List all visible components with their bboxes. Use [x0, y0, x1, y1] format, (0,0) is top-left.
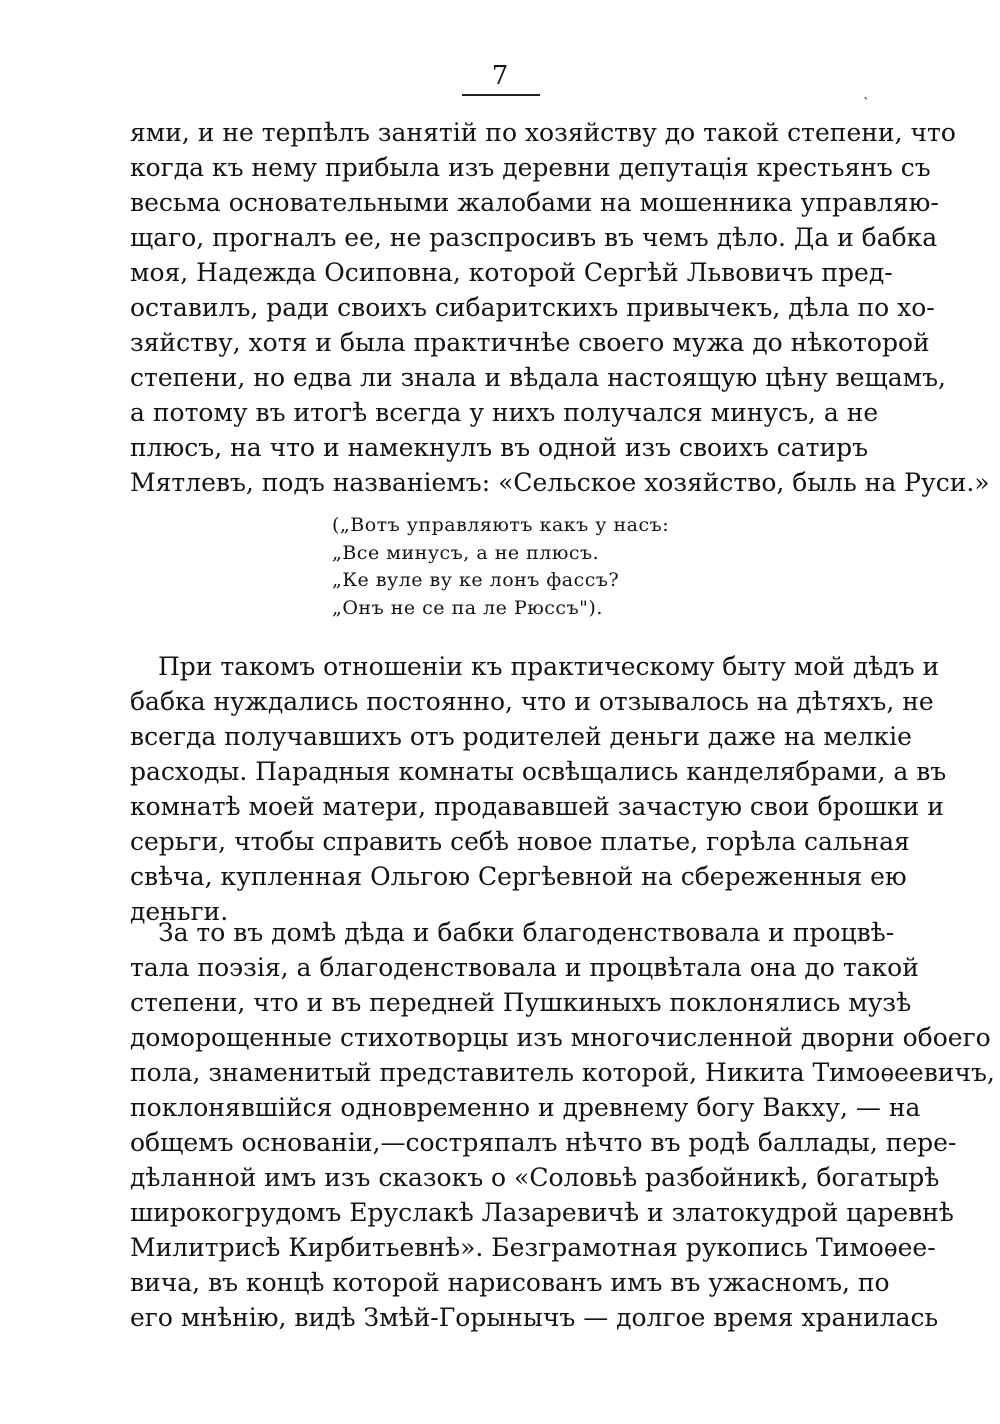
text-line: поклонявшійся одновременно и древнему богу Вакху, — на [130, 1093, 921, 1122]
text-line: ями, и не терпѣлъ занятій по хозяйству до такой степени, что [130, 118, 956, 147]
stray-print-mark: ` [863, 96, 870, 112]
text-line: широкогрудомъ Еруслакѣ Лазаревичѣ и златокудрой царевнѣ [130, 1198, 954, 1227]
page-number-rule [462, 94, 540, 96]
text-line: плюсъ, на что и намекнулъ въ одной изъ своихъ сатиръ [130, 433, 869, 462]
text-line: доморощенные стихотворцы изъ многочисленной дворни обоего [130, 1023, 991, 1052]
text-line: а потому въ итогѣ всегда у нихъ получался минусъ, а не [130, 398, 879, 427]
verse-line: („Вотъ управляютъ какъ у насъ: [332, 514, 670, 536]
text-line: расходы. Парадныя комнаты освѣщались канделябрами, а въ [130, 757, 947, 786]
text-line: За то въ домѣ дѣда и бабки благоденствовала и процвѣ- [158, 918, 895, 947]
verse-line: „Все минусъ, а не плюсъ. [332, 541, 600, 564]
verse-line: „Ке вуле ву ке лонъ фассъ? [332, 569, 620, 591]
text-line: вича, въ концѣ которой нарисованъ имъ въ ужасномъ, по [130, 1268, 890, 1297]
text-line: всегда получавшихъ отъ родителей деньги даже на мелкіе [130, 722, 912, 751]
text-line: степени, что и въ передней Пушкиныхъ поклонялись музѣ [130, 988, 912, 1017]
text-line: пола, знаменитый представитель которой, Никита Тимоѳеевичъ, [130, 1058, 995, 1087]
text-line: тала поэзія, а благоденствовала и процвѣтала она до такой [130, 953, 919, 982]
paragraph-1 [130, 115, 990, 500]
text-line: моя, Надежда Осиповна, которой Сергѣй Львовичъ пред- [130, 258, 893, 287]
text-line: Милитрисѣ Кирбитьевнѣ». Безграмотная рукопись Тимоѳеe- [130, 1233, 936, 1262]
text-line: общемъ основаніи,—состряпалъ нѣчто въ родѣ баллады, пере- [130, 1128, 957, 1157]
text-line: весьма основательными жалобами на мошенника управляю- [130, 188, 939, 217]
text-line: свѣча, купленная Ольгою Сергѣевной на сбереженныя ею [130, 862, 907, 891]
text-line: когда къ нему прибыла изъ деревни депутація крестьянъ съ [130, 153, 931, 182]
paragraph-3 [130, 915, 995, 1335]
verse-quote [332, 512, 672, 622]
text-line: Мятлевъ, подъ названіемъ: «Сельское хозяйство, быль на Руси.» [130, 468, 990, 497]
text-line: При такомъ отношеніи къ практическому быту мой дѣдъ и [158, 652, 940, 681]
text-line: дѣланной имъ изъ сказокъ о «Соловьѣ разбойникѣ, богатырѣ [130, 1163, 940, 1192]
text-line: комнатѣ моей матери, продававшей зачастую свои брошки и [130, 792, 944, 821]
paragraph-2 [130, 649, 947, 929]
page-number: 7 [491, 61, 509, 91]
text-line: зяйству, хотя и была практичнѣе своего мужа до нѣкоторой [130, 328, 930, 357]
text-line: щаго, прогналъ ее, не разспросивъ въ чемъ дѣло. Да и бабка [130, 223, 938, 252]
text-line: степени, но едва ли знала и вѣдала настоящую цѣну вещамъ, [130, 363, 946, 392]
text-line: бабка нуждались постоянно, что и отзывалось на дѣтяхъ, не [130, 687, 934, 716]
text-line: его мнѣнію, видѣ Змѣй-Горынычъ — долгое время хранилась [130, 1303, 939, 1332]
text-line: серьги, чтобы справить себѣ новое платье, горѣла сальная [130, 827, 910, 856]
text-line: оставилъ, ради своихъ сибаритскихъ привычекъ, дѣла по хо- [130, 293, 935, 322]
text-line: деньги. [130, 897, 229, 926]
verse-line: „Онъ не се па ле Рюссъ"). [332, 596, 603, 619]
